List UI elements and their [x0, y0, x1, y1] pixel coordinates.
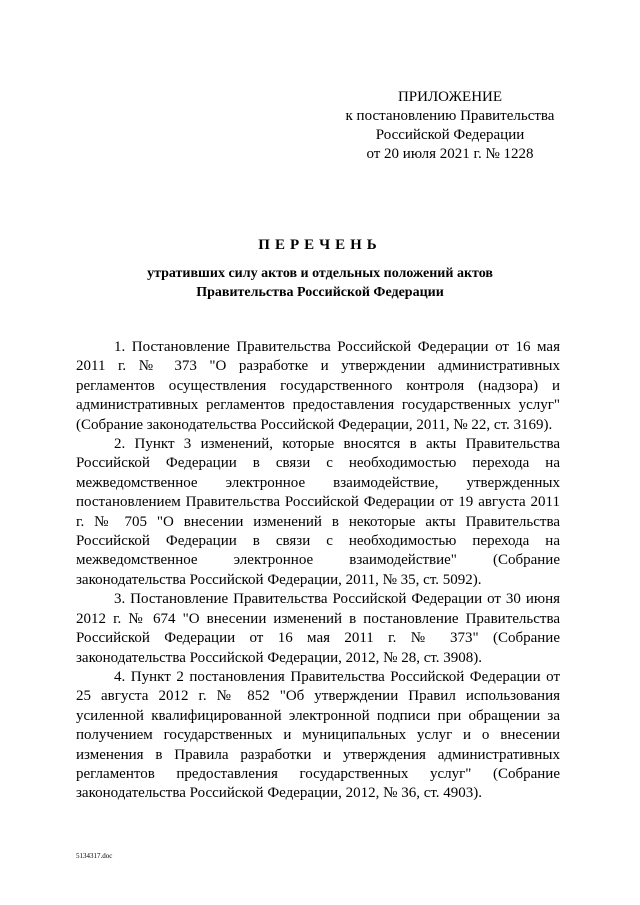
list-item-paragraph: 2. Пункт 3 изменений, которые вносятся в акты Правительства Российской Федерации в связи с необходимостью перехода на межведомственное электронное взаимодействие, утвержденных постановлением Правительства Российской Федерации от 19 августа 2011 г. № 705 "О внесении изменений в некоторые акты Правительства Российской Федерации в связи с необходимостью перехода на межведомственное электронное взаимодействие" (Собрание законодательства Российской Федерации, 2011, № 35, ст. 5092). [76, 436, 560, 588]
appendix-reference-line: к постановлению Правительства [345, 108, 555, 124]
subtitle-line: Правительства Российской Федерации [196, 285, 444, 300]
subtitle-line: утративших силу актов и отдельных положений актов [147, 266, 493, 281]
document-body [76, 338, 560, 804]
appendix-header [330, 88, 570, 164]
document-subtitle [0, 264, 640, 302]
list-item-paragraph: 1. Постановление Правительства Российской Федерации от 16 мая 2011 г. № 373 "О разработке и утверждении административных регламентов осуществления государственного контроля (надзора) и административных регламентов предоставления государственных услуг" (Собрание законодательства Российской Федерации, 2011, № 22, ст. 3169). [76, 339, 560, 433]
appendix-date-number: от 20 июля 2021 г. № 1228 [366, 146, 534, 162]
document-title: ПЕРЕЧЕНЬ [258, 237, 382, 253]
appendix-label: ПРИЛОЖЕНИЕ [397, 89, 503, 105]
list-item-paragraph: 3. Постановление Правительства Российской Федерации от 30 июня 2012 г. № 674 "О внесении изменений в постановление Правительства Российской Федерации от 16 мая 2011 г. № 373" (Собрание законодательства Российской Федерации, 2012, № 28, ст. 3908). [76, 591, 560, 666]
file-name-footer: 5134317.doc [76, 852, 113, 860]
list-item-paragraph: 4. Пункт 2 постановления Правительства Российской Федерации от 25 августа 2012 г. № 852 "Об утверждении Правил использования усиленной квалифицированной электронной подписи при обращении за получением государственных и муниципальных услуг и о внесении изменения в Правила разработки и утверждения административных регламентов предоставления государственных услуг" (Собрание законодательства Российской Федерации, 2012, № 36, ст. 4903). [76, 668, 560, 802]
appendix-reference-line: Российской Федерации [375, 127, 525, 143]
